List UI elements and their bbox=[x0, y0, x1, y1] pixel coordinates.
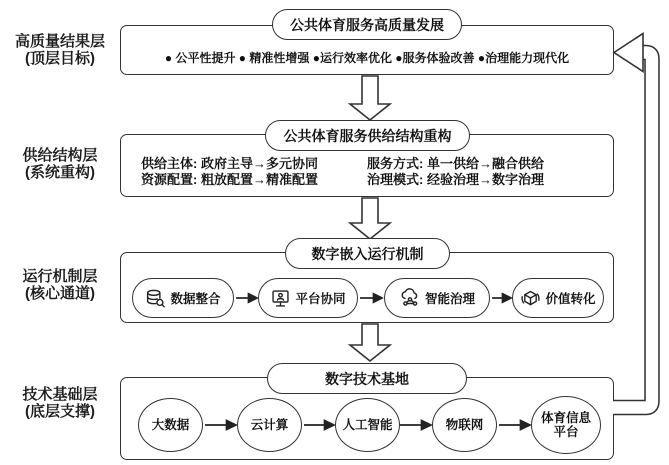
rail-label-technology bbox=[4, 386, 116, 420]
layer-title-supply bbox=[265, 120, 470, 151]
cube-icon bbox=[520, 288, 541, 309]
rail-outcome-line2: (顶层目标) bbox=[25, 50, 95, 67]
supply-item-governance: 治理模式: 经验治理→数字治理 bbox=[367, 172, 544, 187]
layer-title-technology-text: 数字技术基地 bbox=[325, 370, 409, 387]
feedback-arrowhead bbox=[614, 34, 643, 72]
technology-node-sports-info-platform: 体育信息平台 bbox=[531, 396, 601, 454]
rail-label-supply bbox=[4, 147, 116, 181]
mechanism-node-intelligent-governance bbox=[384, 278, 490, 318]
technology-node-bigdata: 大数据 bbox=[138, 398, 203, 452]
down-arrow-layer1-layer2 bbox=[350, 76, 390, 120]
rail-label-outcome bbox=[4, 33, 116, 67]
rail-label-mechanism bbox=[4, 268, 116, 302]
technology-node-cloud: 云计算 bbox=[237, 398, 302, 452]
rail-mechanism-line1: 运行机制层 bbox=[22, 268, 98, 285]
down-arrow-layer3-layer4 bbox=[350, 324, 390, 361]
rail-outcome-line1: 高质量结果层 bbox=[14, 33, 105, 50]
technology-node-ai: 人工智能 bbox=[335, 398, 400, 452]
mechanism-node-label: 数据整合 bbox=[170, 292, 221, 306]
supply-item-resource: 资源配置: 粗放配置→精准配置 bbox=[141, 172, 318, 187]
mechanism-node-label: 智能治理 bbox=[424, 292, 475, 306]
rail-technology-line2: (底层支撑) bbox=[25, 403, 95, 420]
layer-title-supply-text: 公共体育服务供给结构重构 bbox=[283, 127, 452, 144]
mechanism-node-platform bbox=[258, 278, 358, 318]
down-arrow-layer2-layer3 bbox=[350, 198, 390, 239]
mechanism-node-value-conversion bbox=[512, 278, 604, 318]
supply-left-column bbox=[141, 156, 318, 188]
mechanism-node-data-integration bbox=[132, 278, 234, 318]
feedback-arrow bbox=[613, 34, 652, 408]
cloud-network-icon bbox=[399, 287, 421, 309]
layer-title-technology bbox=[267, 363, 467, 394]
layer-title-outcome-text: 公共体育服务高质量发展 bbox=[290, 16, 444, 33]
rail-technology-line1: 技术基础层 bbox=[22, 386, 98, 403]
rail-supply-line1: 供给结构层 bbox=[22, 147, 98, 164]
database-icon bbox=[145, 288, 166, 309]
mechanism-node-label: 平台协同 bbox=[295, 292, 346, 306]
layer-title-mechanism bbox=[285, 238, 450, 269]
mechanism-node-label: 价值转化 bbox=[545, 292, 596, 306]
rail-supply-line2: (系统重构) bbox=[25, 164, 95, 181]
layer-title-outcome bbox=[272, 9, 462, 40]
supply-right-column bbox=[367, 156, 544, 188]
supply-item-service: 服务方式: 单一供给→融合供给 bbox=[367, 156, 544, 171]
outcome-bullet-line: ● 公平性提升 ● 精准性增强 ●运行效率优化 ●服务体验改善 ●治理能力现代化 bbox=[164, 51, 570, 65]
supply-item-subject: 供给主体: 政府主导→多元协同 bbox=[141, 156, 318, 171]
rail-mechanism-line2: (核心通道) bbox=[25, 285, 95, 302]
layer-title-mechanism-text: 数字嵌入运行机制 bbox=[311, 245, 424, 262]
technology-node-iot: 物联网 bbox=[432, 398, 497, 452]
monitor-icon bbox=[270, 288, 291, 309]
